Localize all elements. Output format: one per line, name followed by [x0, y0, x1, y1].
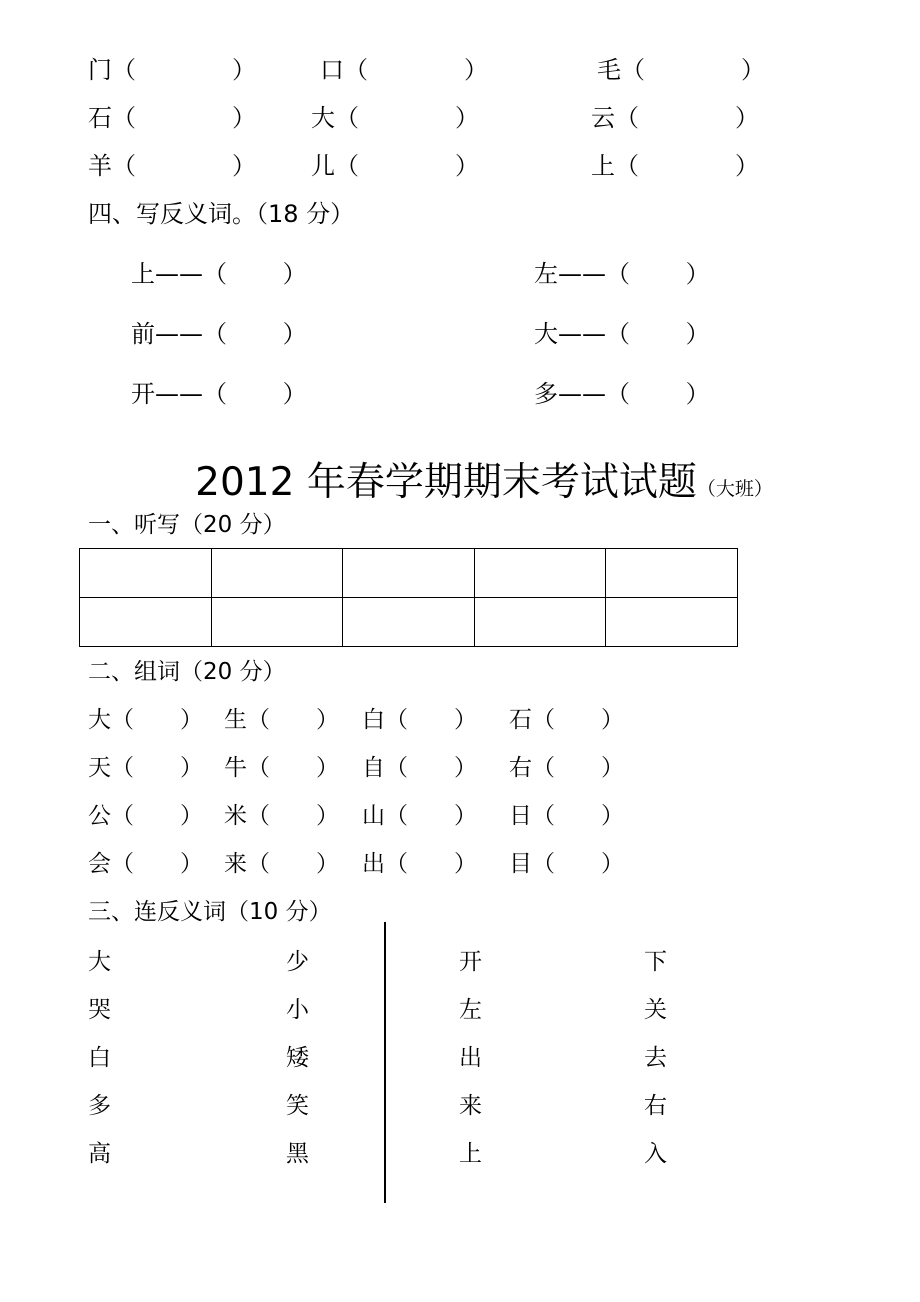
section3-row-2-col-1[interactable]: 哭: [88, 997, 111, 1023]
section3-row-2-col-2[interactable]: 小: [286, 997, 309, 1023]
exam-title: 2012 年春学期期末考试试题: [195, 460, 697, 505]
section4-row-2-left: 前——（ ）: [131, 320, 307, 348]
section2-row-4-col-2: 来（ ）: [224, 851, 339, 877]
section4-row-2-right: 大——（ ）: [534, 320, 710, 348]
section3-row-5-col-4[interactable]: 入: [644, 1141, 667, 1167]
dictation-cell[interactable]: [80, 598, 212, 647]
section3-row-3-col-4[interactable]: 去: [644, 1045, 667, 1071]
section3-row-1-col-1[interactable]: 大: [88, 949, 111, 975]
section3-row-5-col-1[interactable]: 高: [88, 1141, 111, 1167]
exam-title-line: [185, 442, 773, 505]
section2-row-3-col-3: 山（ ）: [362, 803, 477, 829]
dictation-cell[interactable]: [211, 549, 343, 598]
section3-row-1-col-4[interactable]: 下: [644, 949, 667, 975]
pinyin-row-3-col-3: 上（ ）: [591, 152, 759, 180]
section3-row-3-col-2[interactable]: 矮: [286, 1045, 309, 1071]
section3-row-4-col-4[interactable]: 右: [644, 1093, 667, 1119]
section4-row-3-right: 多——（ ）: [534, 380, 710, 408]
pinyin-row-2-col-3: 云（ ）: [591, 104, 759, 132]
section3-row-1-col-3[interactable]: 开: [459, 949, 482, 975]
section3-row-1-col-2[interactable]: 少: [286, 949, 309, 975]
dictation-grid: [79, 548, 738, 647]
section2-row-1-col-4: 石（ ）: [509, 707, 624, 733]
pinyin-row-2-col-2: 大（ ）: [311, 104, 479, 132]
section3-row-3-col-1[interactable]: 白: [88, 1045, 111, 1071]
pinyin-row-2-col-1: 石（ ）: [88, 104, 256, 132]
section2-row-3-col-2: 米（ ）: [224, 803, 339, 829]
section3-row-4-col-2[interactable]: 笑: [286, 1093, 309, 1119]
section2-row-1-col-1: 大（ ）: [88, 707, 203, 733]
section2-row-4-col-4: 目（ ）: [509, 851, 624, 877]
section4-row-1-right: 左——（ ）: [534, 260, 710, 288]
dictation-grid-row: [80, 549, 738, 598]
section4-row-3-left: 开——（ ）: [131, 380, 307, 408]
section3-row-3-col-3[interactable]: 出: [459, 1045, 482, 1071]
section2-row-2-col-3: 自（ ）: [362, 755, 477, 781]
section3-divider: [384, 922, 386, 1203]
section3-row-4-col-1[interactable]: 多: [88, 1093, 111, 1119]
section2-row-3-col-4: 日（ ）: [509, 803, 624, 829]
section2-heading: 二、组词（20 分）: [88, 659, 286, 685]
section2-row-4-col-3: 出（ ）: [362, 851, 477, 877]
section2-row-4-col-1: 会（ ）: [88, 851, 203, 877]
dictation-grid-row: [80, 598, 738, 647]
dictation-cell[interactable]: [606, 549, 738, 598]
pinyin-row-1-col-2: 口（ ）: [320, 56, 488, 84]
section2-row-3-col-1: 公（ ）: [88, 803, 203, 829]
section1-heading: 一、听写（20 分）: [88, 512, 286, 538]
pinyin-row-1-col-1: 门（ ）: [88, 56, 256, 84]
section2-row-2-col-4: 右（ ）: [509, 755, 624, 781]
section3-row-2-col-4[interactable]: 关: [644, 997, 667, 1023]
pinyin-row-3-col-2: 儿（ ）: [311, 152, 479, 180]
section2-row-1-col-2: 生（ ）: [224, 707, 339, 733]
exam-class-note: （大班）: [696, 478, 773, 500]
dictation-cell[interactable]: [211, 598, 343, 647]
pinyin-row-1-col-3: 毛（ ）: [597, 56, 765, 84]
section3-row-5-col-3[interactable]: 上: [459, 1141, 482, 1167]
dictation-cell[interactable]: [606, 598, 738, 647]
section4-row-1-left: 上——（ ）: [131, 260, 307, 288]
section2-row-1-col-3: 白（ ）: [362, 707, 477, 733]
section2-row-2-col-2: 牛（ ）: [224, 755, 339, 781]
section3-heading: 三、连反义词（10 分）: [88, 899, 332, 925]
dictation-cell[interactable]: [343, 598, 475, 647]
dictation-cell[interactable]: [474, 549, 606, 598]
pinyin-row-3-col-1: 羊（ ）: [88, 152, 256, 180]
dictation-cell[interactable]: [474, 598, 606, 647]
section3-row-4-col-3[interactable]: 来: [459, 1093, 482, 1119]
section2-row-2-col-1: 天（ ）: [88, 755, 203, 781]
section4-heading: 四、写反义词。（18 分）: [88, 200, 355, 228]
dictation-cell[interactable]: [343, 549, 475, 598]
section3-row-2-col-3[interactable]: 左: [459, 997, 482, 1023]
dictation-cell[interactable]: [80, 549, 212, 598]
section3-row-5-col-2[interactable]: 黑: [286, 1141, 309, 1167]
